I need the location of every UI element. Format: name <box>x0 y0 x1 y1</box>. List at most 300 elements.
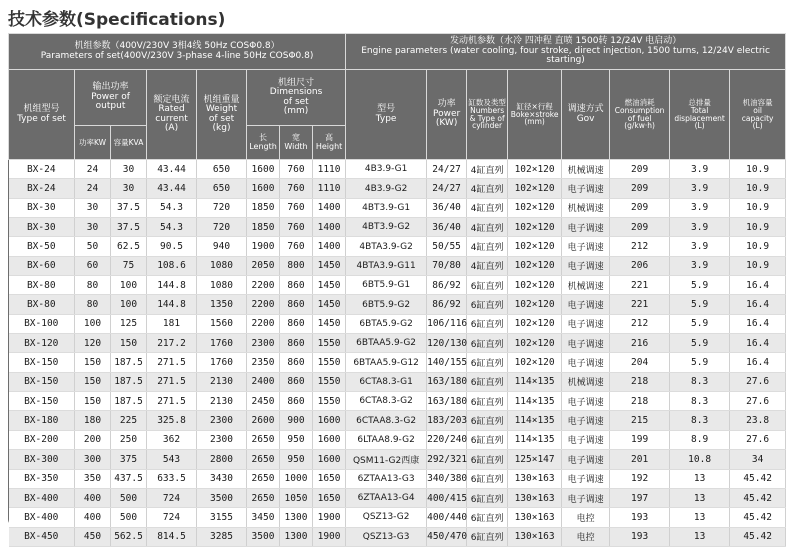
table-cell: 193 <box>610 527 670 546</box>
wid-en: Width <box>284 141 308 151</box>
table-cell: 114×135 <box>508 411 562 430</box>
table-cell: 16.4 <box>730 295 786 314</box>
cyl-en2: & Type of <box>469 113 505 123</box>
table-cell: 86/92 <box>427 276 467 295</box>
governor-header <box>562 70 610 160</box>
table-cell: 1400 <box>313 198 346 217</box>
table-cell: 271.5 <box>147 392 197 411</box>
table-cell: BX-350 <box>9 469 75 488</box>
table-cell: 机械调速 <box>562 372 610 391</box>
table-cell: 450 <box>75 527 111 546</box>
table-cell: BX-400 <box>9 488 75 507</box>
table-cell: 75 <box>111 256 147 275</box>
table-cell: 144.8 <box>147 276 197 295</box>
table-cell: 50 <box>75 237 111 256</box>
table-row <box>9 218 786 237</box>
table-cell: 34 <box>730 450 786 469</box>
table-row <box>9 314 786 333</box>
table-cell: 102×120 <box>508 276 562 295</box>
bore-en: Boke×stroke <box>510 109 559 119</box>
table-cell: 199 <box>610 430 670 449</box>
current-en1: Rated <box>158 104 185 115</box>
table-cell: 3.9 <box>670 237 730 256</box>
table-cell: 150 <box>111 334 147 353</box>
table-cell: 1550 <box>313 353 346 372</box>
table-cell: 4缸直列 <box>467 179 508 198</box>
table-header <box>9 34 786 160</box>
weight-of-set-header <box>197 70 247 160</box>
disp-unit: (L) <box>694 121 705 131</box>
fuel-unit: (g/kw·h) <box>624 121 655 131</box>
table-cell: 电子调速 <box>562 179 610 198</box>
table-cell: 125 <box>111 314 147 333</box>
table-cell: 724 <box>147 508 197 527</box>
table-cell: 1080 <box>197 276 247 295</box>
table-cell: 860 <box>280 276 313 295</box>
table-cell: 292/321 <box>427 450 467 469</box>
table-cell: 130×163 <box>508 488 562 507</box>
table-cell: 206 <box>610 256 670 275</box>
table-cell: 760 <box>280 160 313 179</box>
table-cell: 144.8 <box>147 295 197 314</box>
table-cell: 37.5 <box>111 198 147 217</box>
table-cell: BX-30 <box>9 198 75 217</box>
table-cell: 150 <box>75 372 111 391</box>
power-cn: 功率 <box>437 99 456 110</box>
table-cell: 1600 <box>247 160 280 179</box>
table-cell: 4BTA3.9-G11 <box>346 256 427 275</box>
table-cell: 209 <box>610 218 670 237</box>
table-cell: 102×120 <box>508 256 562 275</box>
table-cell: 3.9 <box>670 198 730 217</box>
table-cell: 24/27 <box>427 179 467 198</box>
table-row <box>9 411 786 430</box>
table-cell: 212 <box>610 237 670 256</box>
table-cell: 70/80 <box>427 256 467 275</box>
fuel-en1: Consumption <box>614 105 665 115</box>
table-cell: 181 <box>147 314 197 333</box>
table-row <box>9 353 786 372</box>
table-cell: 60 <box>75 256 111 275</box>
table-cell: 3500 <box>197 488 247 507</box>
table-cell: 300 <box>75 450 111 469</box>
table-cell: 204 <box>610 353 670 372</box>
table-cell: 1450 <box>313 256 346 275</box>
table-cell: 4BTA3.9-G2 <box>346 237 427 256</box>
table-cell: 8.3 <box>670 372 730 391</box>
table-cell: 1900 <box>313 508 346 527</box>
table-cell: 860 <box>280 372 313 391</box>
type-cn: 机组型号 <box>23 104 60 115</box>
model-cn: 型号 <box>377 104 396 115</box>
table-cell: 6LTAA8.9-G2 <box>346 430 427 449</box>
table-cell: 4B3.9-G1 <box>346 160 427 179</box>
table-row <box>9 450 786 469</box>
table-cell: 16.4 <box>730 314 786 333</box>
table-cell: 216 <box>610 334 670 353</box>
table-cell: 102×120 <box>508 295 562 314</box>
table-row <box>9 179 786 198</box>
table-cell: 3450 <box>247 508 280 527</box>
table-cell: 10.9 <box>730 160 786 179</box>
table-cell: 电子调速 <box>562 295 610 314</box>
table-cell: 10.9 <box>730 179 786 198</box>
table-cell: 120/130 <box>427 334 467 353</box>
table-cell: 450/470 <box>427 527 467 546</box>
table-body <box>9 160 786 547</box>
table-cell: 机械调速 <box>562 198 610 217</box>
table-cell: 6BTAA5.9-G12 <box>346 353 427 372</box>
table-cell: 180 <box>75 411 111 430</box>
table-cell: 215 <box>610 411 670 430</box>
table-row <box>9 198 786 217</box>
table-cell: 800 <box>280 256 313 275</box>
table-cell: 54.3 <box>147 218 197 237</box>
table-cell: 16.4 <box>730 276 786 295</box>
table-cell: 30 <box>111 160 147 179</box>
table-cell: 8.3 <box>670 411 730 430</box>
table-cell: 130×163 <box>508 508 562 527</box>
table-cell: 108.6 <box>147 256 197 275</box>
table-cell: BX-24 <box>9 160 75 179</box>
table-cell: 350 <box>75 469 111 488</box>
table-cell: 163/180 <box>427 372 467 391</box>
table-cell: 24 <box>75 179 111 198</box>
gov-en: Gov <box>576 113 595 124</box>
table-cell: 1650 <box>313 469 346 488</box>
table-cell: 3.9 <box>670 256 730 275</box>
table-cell: 80 <box>75 295 111 314</box>
table-cell: 4缸直列 <box>467 237 508 256</box>
table-row <box>9 334 786 353</box>
weight-en2: of set <box>208 113 235 124</box>
table-cell: 3285 <box>197 527 247 546</box>
table-cell: 6缸直列 <box>467 276 508 295</box>
table-cell: 543 <box>147 450 197 469</box>
table-row <box>9 527 786 546</box>
table-cell: 5.9 <box>670 353 730 372</box>
table-cell: 100 <box>111 295 147 314</box>
table-cell: 1400 <box>313 237 346 256</box>
table-cell: 2450 <box>247 392 280 411</box>
len-en: Length <box>249 141 277 151</box>
table-cell: 102×120 <box>508 218 562 237</box>
hei-cn: 高 <box>325 133 334 143</box>
table-cell: BX-150 <box>9 353 75 372</box>
oil-en2: capacity <box>741 113 774 123</box>
table-cell: 30 <box>75 198 111 217</box>
table-cell: BX-200 <box>9 430 75 449</box>
table-cell: 45.42 <box>730 469 786 488</box>
bore-unit: (mm) <box>524 117 545 127</box>
dim-unit: (mm) <box>283 105 309 116</box>
table-cell: 45.42 <box>730 508 786 527</box>
table-cell: 209 <box>610 198 670 217</box>
table-row <box>9 237 786 256</box>
table-cell: 1760 <box>197 353 247 372</box>
table-cell: 2200 <box>247 314 280 333</box>
fuel-en2: of fuel <box>627 113 652 123</box>
table-cell: 2200 <box>247 295 280 314</box>
engine-type-header <box>346 70 427 160</box>
dim-en1: Dimensions <box>269 87 323 98</box>
table-cell: BX-300 <box>9 450 75 469</box>
table-cell: 2650 <box>247 450 280 469</box>
bore-stroke-header <box>508 70 562 160</box>
table-row <box>9 508 786 527</box>
table-cell: 362 <box>147 430 197 449</box>
table-cell: 90.5 <box>147 237 197 256</box>
table-cell: 106/116 <box>427 314 467 333</box>
table-cell: 36/40 <box>427 218 467 237</box>
power-unit: (KW) <box>435 118 458 129</box>
table-cell: 23.8 <box>730 411 786 430</box>
table-cell: 2650 <box>247 469 280 488</box>
current-cn: 额定电流 <box>153 94 190 105</box>
table-cell: 1300 <box>280 508 313 527</box>
disp-en1: Total <box>690 105 709 115</box>
table-cell: 1550 <box>313 334 346 353</box>
table-cell: 1600 <box>313 430 346 449</box>
table-cell: 24/27 <box>427 160 467 179</box>
table-cell: 1760 <box>197 334 247 353</box>
table-cell: 100 <box>111 276 147 295</box>
width-header <box>280 126 313 160</box>
table-cell: 4BT3.9-G1 <box>346 198 427 217</box>
table-cell: 400 <box>75 508 111 527</box>
table-cell: 760 <box>280 237 313 256</box>
table-cell: 114×135 <box>508 392 562 411</box>
weight-cn: 机组重量 <box>203 94 240 105</box>
table-cell: 1850 <box>247 198 280 217</box>
table-cell: 1080 <box>197 256 247 275</box>
table-cell: 225 <box>111 411 147 430</box>
table-cell: 3155 <box>197 508 247 527</box>
table-cell: 2400 <box>247 372 280 391</box>
table-cell: 6BTA5.9-G2 <box>346 314 427 333</box>
table-cell: 45.42 <box>730 527 786 546</box>
table-cell: 电控 <box>562 508 610 527</box>
table-cell: 8.9 <box>670 430 730 449</box>
table-cell: 130×163 <box>508 527 562 546</box>
table-cell: 电子调速 <box>562 450 610 469</box>
table-cell: 2300 <box>197 411 247 430</box>
table-cell: 10.9 <box>730 256 786 275</box>
table-cell: 187.5 <box>111 353 147 372</box>
table-cell: 13 <box>670 469 730 488</box>
table-cell: 6缸直列 <box>467 430 508 449</box>
table-cell: 3.9 <box>670 218 730 237</box>
engine-group-en: Engine parameters (water cooling, four stroke, direct injection, 1500 turns, 12/24V electric starting) <box>361 45 770 66</box>
current-unit: (A) <box>164 122 179 133</box>
table-cell: 5.9 <box>670 334 730 353</box>
table-cell: 187.5 <box>111 372 147 391</box>
table-cell: 218 <box>610 372 670 391</box>
table-cell: 114×135 <box>508 372 562 391</box>
table-cell: 102×120 <box>508 198 562 217</box>
len-cn: 长 <box>259 133 267 143</box>
table-cell: 86/92 <box>427 295 467 314</box>
table-cell: 2300 <box>247 334 280 353</box>
table-cell: 221 <box>610 276 670 295</box>
disp-en2: displacement <box>674 113 725 123</box>
engine-group-cn: 发动机参数（水冷 四冲程 直喷 1500转 12/24V 电启动） <box>449 36 682 47</box>
table-cell: 102×120 <box>508 237 562 256</box>
table-row <box>9 276 786 295</box>
table-cell: 209 <box>610 179 670 198</box>
table-cell: 6缸直列 <box>467 488 508 507</box>
table-cell: 电子调速 <box>562 469 610 488</box>
output-cn: 输出功率 <box>92 82 129 93</box>
oil-unit: (L) <box>752 121 763 131</box>
table-cell: 电子调速 <box>562 334 610 353</box>
table-cell: 6缸直列 <box>467 314 508 333</box>
set-group-en: Parameters of set(400V/230V 3-phase 4-line 50Hz COSΦ0.8) <box>40 50 314 61</box>
table-cell: 102×120 <box>508 160 562 179</box>
cyl-en1: Numbers <box>470 105 505 115</box>
dim-en2: of set <box>283 96 309 107</box>
disp-cn: 总排量 <box>688 97 711 107</box>
table-cell: 114×135 <box>508 430 562 449</box>
table-cell: 1560 <box>197 314 247 333</box>
table-cell: 860 <box>280 353 313 372</box>
table-cell: 电控 <box>562 527 610 546</box>
table-cell: 5.9 <box>670 314 730 333</box>
table-cell: 860 <box>280 334 313 353</box>
engine-parameters-group-header <box>346 34 786 70</box>
table-cell: 43.44 <box>147 179 197 198</box>
dim-cn: 机组尺寸 <box>278 77 315 88</box>
table-cell: 140/155 <box>427 353 467 372</box>
table-row <box>9 469 786 488</box>
table-cell: 1400 <box>313 218 346 237</box>
table-cell: 724 <box>147 488 197 507</box>
table-cell: 27.6 <box>730 430 786 449</box>
table-cell: 5.9 <box>670 276 730 295</box>
table-cell: 6缸直列 <box>467 392 508 411</box>
output-kw-header: 功率KW <box>75 126 111 160</box>
table-cell: 250 <box>111 430 147 449</box>
table-cell: 54.3 <box>147 198 197 217</box>
cylinder-header <box>467 70 508 160</box>
type-en: Type of set <box>17 113 66 124</box>
table-cell: 6ZTAA13-G4 <box>346 488 427 507</box>
table-cell: 4缸直列 <box>467 256 508 275</box>
table-cell: 电子调速 <box>562 237 610 256</box>
table-cell: 860 <box>280 314 313 333</box>
table-cell: 2350 <box>247 353 280 372</box>
hei-en: Height <box>315 141 343 151</box>
page-title: 技术参数(Specifications) <box>8 10 226 30</box>
table-cell: BX-80 <box>9 295 75 314</box>
table-cell: 860 <box>280 392 313 411</box>
table-cell: 电子调速 <box>562 218 610 237</box>
table-cell: 10.9 <box>730 237 786 256</box>
table-cell: 200 <box>75 430 111 449</box>
table-row <box>9 488 786 507</box>
table-cell: 4缸直列 <box>467 160 508 179</box>
table-cell: BX-100 <box>9 314 75 333</box>
table-cell: BX-180 <box>9 411 75 430</box>
table-cell: 760 <box>280 179 313 198</box>
table-row <box>9 392 786 411</box>
length-header <box>247 126 280 160</box>
table-cell: 2300 <box>197 430 247 449</box>
table-cell: QSZ13-G2 <box>346 508 427 527</box>
table-cell: 13 <box>670 527 730 546</box>
table-cell: 电子调速 <box>562 488 610 507</box>
table-cell: 150 <box>75 353 111 372</box>
table-cell: BX-120 <box>9 334 75 353</box>
table-cell: 27.6 <box>730 392 786 411</box>
table-cell: 2200 <box>247 276 280 295</box>
table-cell: 950 <box>280 450 313 469</box>
cyl-en3: cylinder <box>472 121 503 131</box>
table-cell: 197 <box>610 488 670 507</box>
table-cell: 1110 <box>313 179 346 198</box>
table-cell: 2130 <box>197 372 247 391</box>
table-cell: 4B3.9-G2 <box>346 179 427 198</box>
type-of-set-header <box>9 70 75 160</box>
table-cell: 1450 <box>313 295 346 314</box>
table-cell: 209 <box>610 160 670 179</box>
table-cell: 电子调速 <box>562 392 610 411</box>
table-cell: 1550 <box>313 372 346 391</box>
table-cell: 13 <box>670 488 730 507</box>
table-cell: 102×120 <box>508 179 562 198</box>
table-cell: 6BT5.9-G1 <box>346 276 427 295</box>
table-cell: 183/203 <box>427 411 467 430</box>
table-cell: 6缸直列 <box>467 527 508 546</box>
table-cell: 102×120 <box>508 353 562 372</box>
table-cell: BX-50 <box>9 237 75 256</box>
oil-cn: 机油容量 <box>742 97 773 107</box>
specifications-table-container <box>8 33 785 544</box>
table-cell: 3.9 <box>670 160 730 179</box>
table-cell: 562.5 <box>111 527 147 546</box>
table-cell: 机械调速 <box>562 276 610 295</box>
engine-power-header <box>427 70 467 160</box>
table-cell: 760 <box>280 218 313 237</box>
weight-unit: (kg) <box>212 122 231 133</box>
table-cell: 218 <box>610 392 670 411</box>
table-cell: BX-150 <box>9 372 75 391</box>
bore-cn: 缸径×行程 <box>516 101 553 111</box>
table-cell: 30 <box>111 179 147 198</box>
table-cell: 62.5 <box>111 237 147 256</box>
set-group-cn: 机组参数（400V/230V 3相4线 50Hz COSΦ0.8） <box>74 41 280 52</box>
table-cell: 340/380 <box>427 469 467 488</box>
table-cell: 2800 <box>197 450 247 469</box>
table-cell: 电子调速 <box>562 256 610 275</box>
table-cell: 6缸直列 <box>467 450 508 469</box>
table-cell: 6BTAA5.9-G2 <box>346 334 427 353</box>
table-cell: 1550 <box>313 392 346 411</box>
table-cell: BX-60 <box>9 256 75 275</box>
table-cell: 201 <box>610 450 670 469</box>
table-cell: 6缸直列 <box>467 334 508 353</box>
table-row <box>9 372 786 391</box>
fuel-consumption-header <box>610 70 670 160</box>
table-cell: 2650 <box>247 430 280 449</box>
table-cell: 10.8 <box>670 450 730 469</box>
table-cell: 1300 <box>280 527 313 546</box>
table-cell: 1600 <box>247 179 280 198</box>
table-cell: 16.4 <box>730 353 786 372</box>
table-cell: 120 <box>75 334 111 353</box>
table-cell: QSZ13-G3 <box>346 527 427 546</box>
fuel-cn: 燃油消耗 <box>624 97 655 107</box>
